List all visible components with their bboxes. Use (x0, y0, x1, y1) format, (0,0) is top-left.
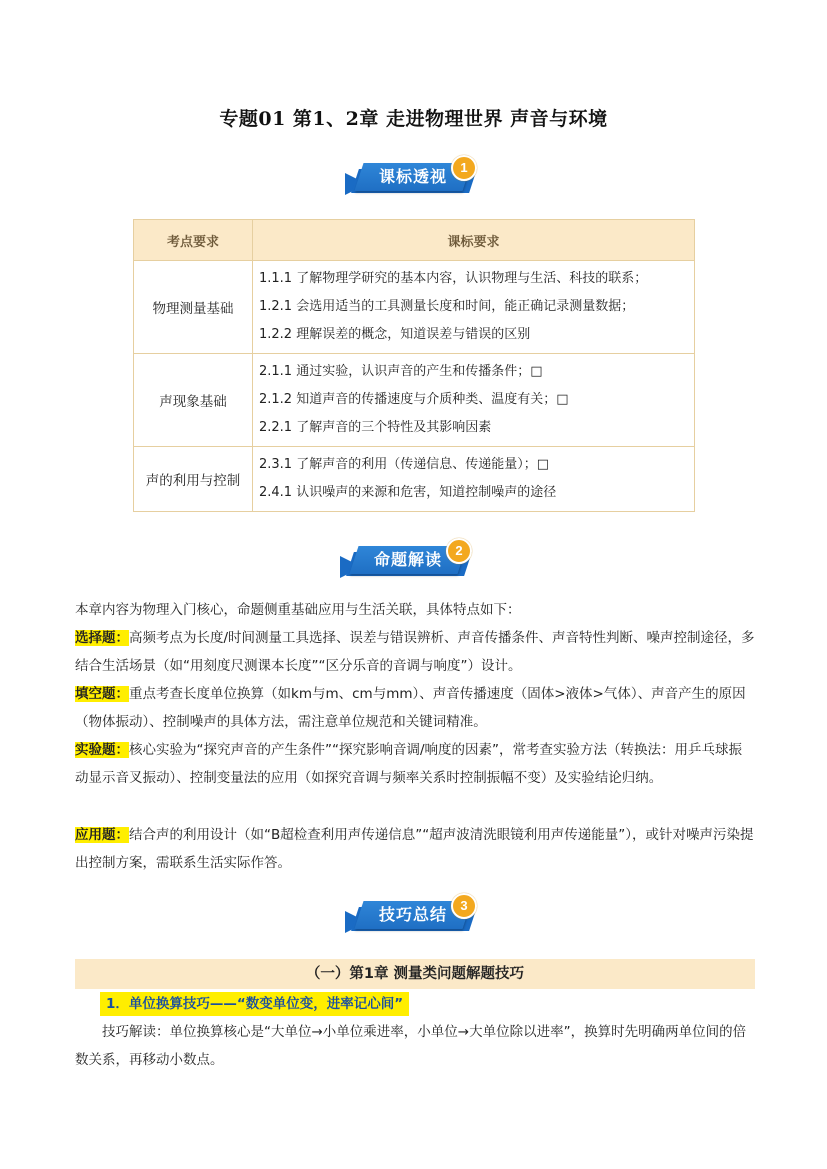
point-tag: 实验题： (75, 742, 129, 758)
point-text: 重点考查长度单位换算（如km与m、cm与mm）、声音传播速度（固体>液体>气体）、声音产生的原因（物体振动）、控制噪声的具体方法，需注意单位规范和关键词精准。 (75, 686, 746, 730)
point-tag: 应用题： (75, 827, 129, 843)
requirement-item: 1.1.1 了解物理学研究的基本内容，认识物理与生活、科技的联系； (259, 271, 648, 286)
point-text: 核心实验为“探究声音的产生条件”“探究影响音调/响度的因素”，常考查实验方法（转换法：用乒乓球振动显示音叉振动）、控制变量法的应用（如探究音调与频率关系时控制振幅不变）及实验结论归纳。 (75, 742, 743, 786)
section-badge-3 (345, 893, 545, 937)
requirement-item: 1.2.2 理解误差的概念，知道误差与错误的区别 (259, 327, 531, 342)
requirement-item: 2.1.1 通过实验，认识声音的产生和传播条件；□ (259, 364, 543, 379)
tip-title: 1．单位换算技巧——“数变单位变，进率记心间” (100, 992, 409, 1016)
table-header: 课标要求 (253, 220, 695, 261)
point-choice (75, 624, 755, 680)
requirement-item: 2.3.1 了解声音的利用（传递信息、传递能量）；□ (259, 457, 549, 472)
table-requirements (253, 261, 695, 354)
section-number: 3 (451, 893, 477, 919)
requirement-item: 1.2.1 会选用适当的工具测量长度和时间，能正确记录测量数据； (259, 299, 635, 314)
table-header: 考点要求 (134, 220, 253, 261)
point-fill (75, 680, 755, 736)
intro-paragraph: 本章内容为物理入门核心，命题侧重基础应用与生活关联，具体特点如下： (75, 602, 521, 618)
curriculum-table (133, 219, 695, 512)
section-badge-2 (340, 538, 540, 582)
section-label: 课标透视 (378, 167, 447, 186)
point-tag: 填空题： (75, 686, 129, 702)
subsection-heading: （一）第1章 测量类问题解题技巧 (75, 959, 755, 989)
requirement-item: 2.4.1 认识噪声的来源和危害，知道控制噪声的途径 (259, 485, 557, 500)
section-label: 技巧总结 (378, 905, 447, 924)
table-category: 声的利用与控制 (134, 447, 253, 512)
page-title: 专题01 第1、2章 走进物理世界 声音与环境 (219, 108, 608, 130)
section-number: 1 (451, 155, 477, 181)
table-requirements (253, 447, 695, 512)
table-category: 声现象基础 (134, 354, 253, 447)
table-row (134, 261, 695, 354)
table-row (134, 447, 695, 512)
table-category: 物理测量基础 (134, 261, 253, 354)
point-text: 结合声的利用设计（如“B超检查利用声传递信息”“超声波清洗眼镜利用声传递能量”），或针对噪声污染提出控制方案，需联系生活实际作答。 (75, 827, 754, 871)
section-label: 命题解读 (373, 550, 442, 569)
point-text: 高频考点为长度/时间测量工具选择、误差与错误辨析、声音传播条件、声音特性判断、噪声控制途径，多结合生活场景（如“用刻度尺测课本长度”“区分乐音的音调与响度”）设计。 (75, 630, 755, 674)
point-tag: 选择题： (75, 630, 129, 646)
point-application (75, 821, 755, 877)
point-experiment (75, 736, 755, 792)
table-row (134, 354, 695, 447)
section-number: 2 (446, 538, 472, 564)
section-badge-1 (345, 155, 545, 199)
tip-text: 技巧解读：单位换算核心是“大单位→小单位乘进率，小单位→大单位除以进率”，换算时先明确两单位间的倍数关系，再移动小数点。 (75, 1024, 747, 1068)
table-requirements (253, 354, 695, 447)
requirement-item: 2.2.1 了解声音的三个特性及其影响因素 (259, 420, 492, 435)
requirement-item: 2.1.2 知道声音的传播速度与介质种类、温度有关；□ (259, 392, 569, 407)
